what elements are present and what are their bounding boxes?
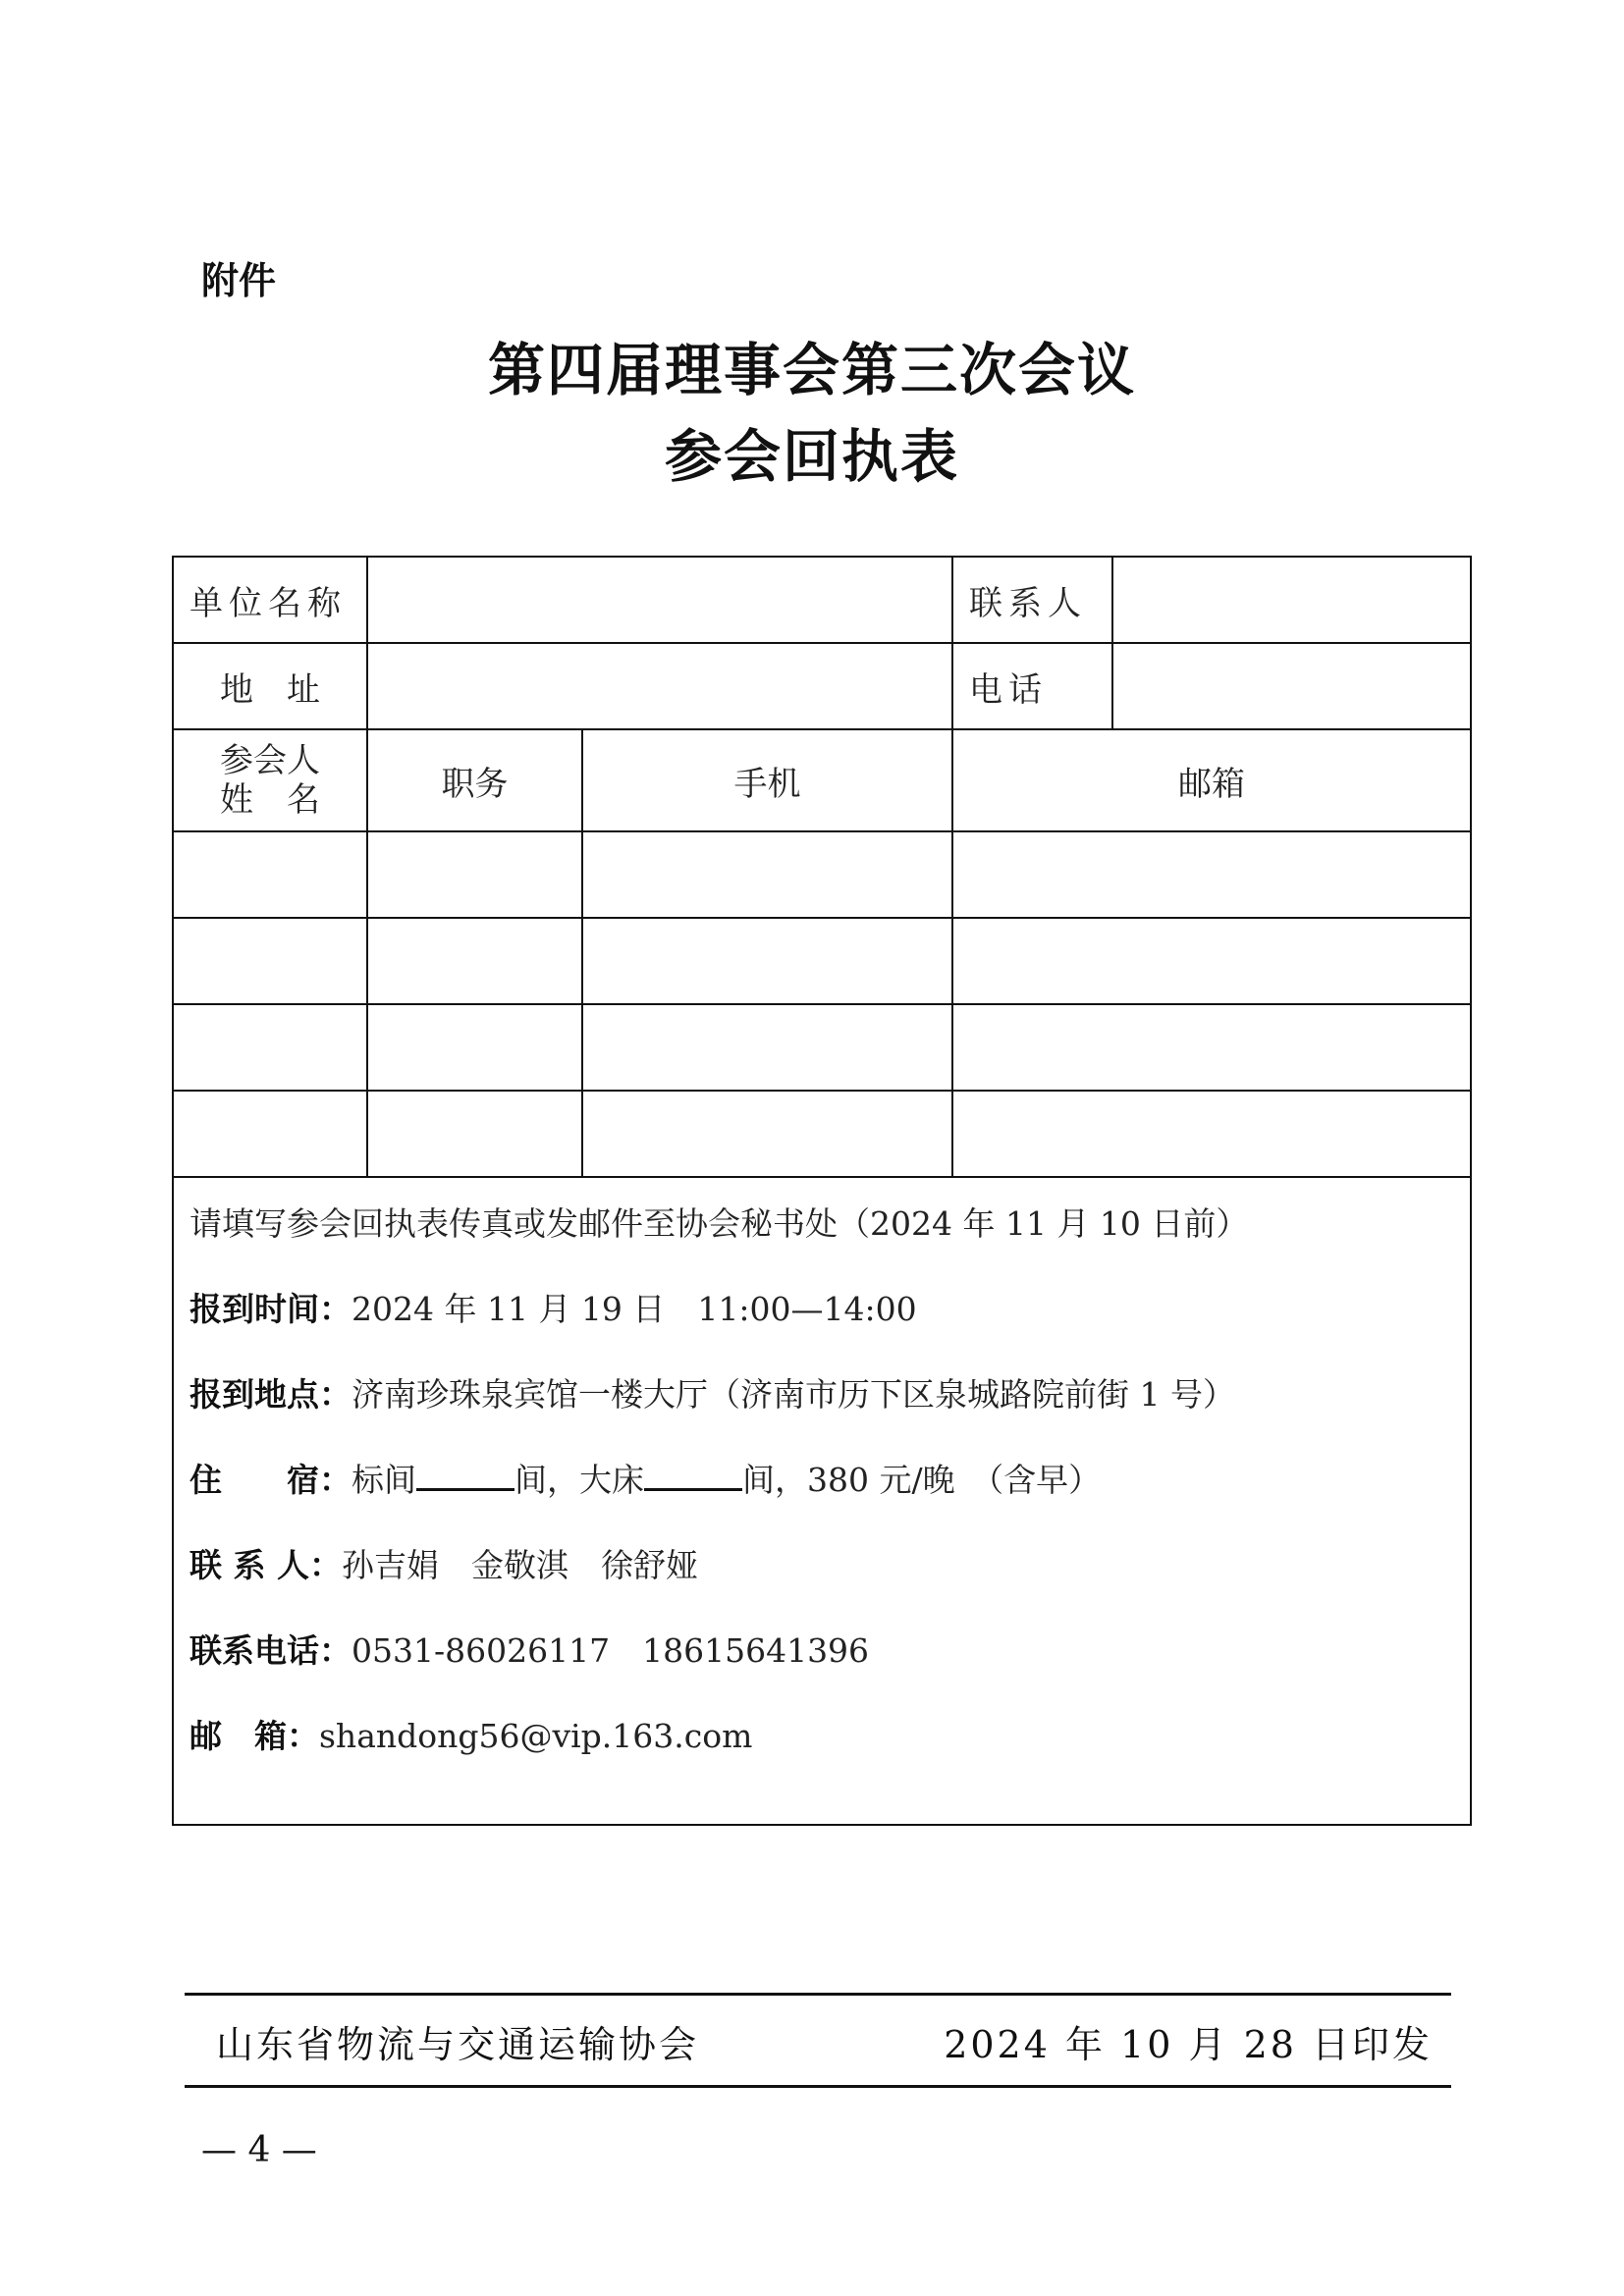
mobile-header: 手机 [582,729,952,831]
email-cell[interactable] [952,831,1471,918]
footer-issue-date: 2024 年 10 月 28 日印发 [944,2023,1433,2066]
instruction-line [189,1200,1454,1285]
instruction-text: 请填写参会回执表传真或发邮件至协会秘书处（2024 年 11 月 10 日前） [189,1204,1249,1243]
checkin-time-line [189,1285,1454,1370]
unit-name-field[interactable] [367,557,952,643]
receipt-form-table [172,556,1472,1826]
contact-phone-line [189,1627,1454,1712]
unit-name-label: 单位名称 [173,557,367,643]
lodging-standard-label: 标间 [352,1461,416,1499]
checkin-time-value: 2024 年 11 月 19 日 11:00—14:00 [352,1290,917,1328]
contacts-line [189,1541,1454,1627]
notes-cell [173,1177,1471,1825]
attendee-name-header-line2: 姓 名 [220,780,320,820]
mobile-cell[interactable] [582,831,952,918]
table-header-row [173,729,1471,831]
position-cell[interactable] [367,918,582,1004]
footer-organization: 山东省物流与交通运输协会 [216,2023,700,2066]
lodging-price-text: 间，380 元/晚 （含早） [742,1461,1102,1499]
position-cell[interactable] [367,831,582,918]
attachment-label: 附件 [201,259,277,302]
email-cell[interactable] [952,1091,1471,1177]
lodging-king-label: 间，大床 [514,1461,644,1499]
table-row [173,831,1471,918]
attendee-name-header-line1: 参会人 [220,741,320,780]
attendee-name-cell[interactable] [173,1004,367,1091]
contacts-label: 联 系 人： [189,1546,342,1584]
email-label: 邮 箱： [189,1717,319,1755]
checkin-place-line [189,1370,1454,1456]
contact-person-field[interactable] [1112,557,1471,643]
phone-label: 电话 [952,643,1112,729]
mobile-cell[interactable] [582,1004,952,1091]
position-header: 职务 [367,729,582,831]
contact-person-label: 联系人 [952,557,1112,643]
email-cell[interactable] [952,1004,1471,1091]
attendee-name-header [173,729,367,831]
attendee-name-cell[interactable] [173,831,367,918]
position-cell[interactable] [367,1091,582,1177]
table-row [173,918,1471,1004]
checkin-place-value: 济南珍珠泉宾馆一楼大厅（济南市历下区泉城路院前街 1 号） [352,1375,1235,1414]
table-row [173,1004,1471,1091]
contact-phone-label: 联系电话： [189,1631,352,1670]
address-label: 地 址 [173,643,367,729]
checkin-place-label: 报到地点： [189,1375,352,1414]
table-row [173,557,1471,643]
attendee-name-cell[interactable] [173,918,367,1004]
page-number: — 4 — [201,2130,317,2170]
address-field[interactable] [367,643,952,729]
table-row [173,643,1471,729]
phone-field[interactable] [1112,643,1471,729]
position-cell[interactable] [367,1004,582,1091]
footer-bottom-rule [185,2085,1451,2088]
email-cell[interactable] [952,918,1471,1004]
contacts-value: 孙吉娟 金敬淇 徐舒娅 [341,1546,698,1584]
footer-top-rule [185,1993,1451,1996]
king-room-count-blank[interactable] [644,1459,742,1491]
checkin-time-label: 报到时间： [189,1290,352,1328]
email-value: shandong56@vip.163.com [319,1717,753,1755]
mobile-cell[interactable] [582,918,952,1004]
lodging-line [189,1456,1454,1541]
page-subtitle: 参会回执表 [664,423,959,490]
attendee-name-cell[interactable] [173,1091,367,1177]
email-line [189,1712,1454,1797]
email-header: 邮箱 [952,729,1471,831]
mobile-cell[interactable] [582,1091,952,1177]
table-row [173,1091,1471,1177]
contact-phone-value: 0531-86026117 18615641396 [352,1631,870,1670]
notes-row [173,1177,1471,1825]
page-title: 第四届理事会第三次会议 [487,337,1136,403]
lodging-label: 住 宿： [189,1461,352,1499]
standard-room-count-blank[interactable] [416,1459,514,1491]
